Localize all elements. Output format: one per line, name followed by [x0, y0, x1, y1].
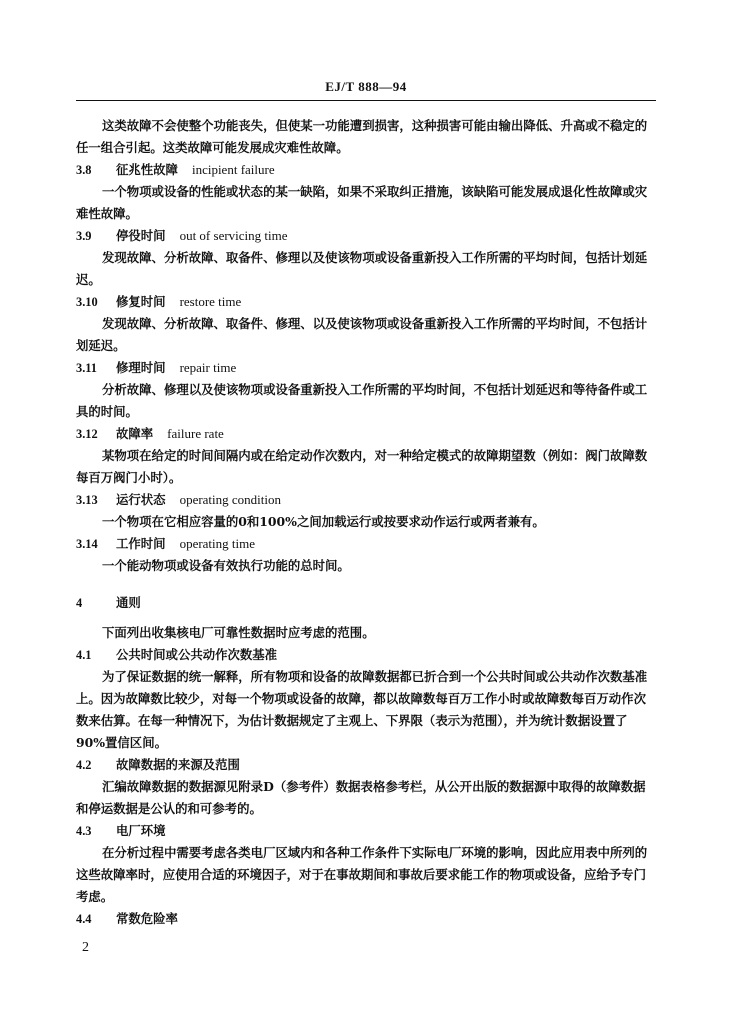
clause-number: 4.2: [76, 758, 92, 772]
clause-number: 3.12: [76, 427, 98, 441]
clause-term-en: failure rate: [167, 426, 224, 441]
page-number: 2: [82, 940, 89, 955]
clause-term: 停役时间: [116, 228, 166, 243]
clause-term: 征兆性故障: [116, 162, 178, 177]
paragraph: 在分析过程中需要考虑各类电厂区域内和各种工作条件下实际电厂环境的影响，因此应用表中所列的这些故障率时，应使用合适的环境因子，对于在事故期间和事故后要求能工作的物项或设备，应给予专门考虑。: [76, 845, 648, 904]
clause-term-en: operating time: [179, 536, 256, 551]
clause-number: 4.4: [76, 912, 92, 926]
paragraph: 某物项在给定的时间间隔内或在给定动作次数内，对一种给定模式的故障期望数（例如：阀门故障数每百万阀门小时）。: [76, 448, 648, 485]
clause-number: 3.11: [76, 361, 97, 375]
clause-heading: [76, 489, 281, 511]
clause-term-en: incipient failure: [191, 162, 275, 177]
clause-number: 3.9: [76, 229, 92, 243]
section-heading: [76, 592, 155, 614]
paragraph: 为了保证数据的统一解释，所有物项和设备的故障数据都已折合到一个公共时间或公共动作次数基准上。因为故障数比较少，对每一个物项或设备的故障，都以故障数每百万工作小时或故障数每百万动作次数来估算。在每一种情况下，为估计数据规定了主观上、下界限（表示为范围），并为统计数据设置了90%置信区间。: [76, 669, 648, 750]
paragraph: 发现故障、分析故障、取备件、修理以及使该物项或设备重新投入工作所需的平均时间，包括计划延迟。: [76, 250, 648, 287]
paragraph: 一个能动物项或设备有效执行功能的总时间。: [102, 558, 350, 573]
clause-heading: [76, 159, 275, 181]
clause-term-en: operating condition: [179, 492, 282, 507]
clause-number: 3.8: [76, 163, 92, 177]
clause-term-en: repair time: [179, 360, 237, 375]
clause-number: 3.10: [76, 295, 98, 309]
paragraph: 分析故障、修理以及使该物项或设备重新投入工作所需的平均时间，不包括计划延迟和等待备件或工具的时间。: [76, 382, 648, 419]
clause-heading: [76, 291, 241, 313]
clause-term: 公共时间或公共动作次数基准: [116, 647, 278, 662]
clause-number: 3.14: [76, 537, 98, 551]
paragraph: 一个物项或设备的性能或状态的某一缺陷，如果不采取纠正措施，该缺陷可能发展成退化性故障或灾难性故障。: [76, 184, 648, 221]
clause-term: 故障数据的来源及范围: [116, 757, 240, 772]
clause-number: 4.3: [76, 824, 92, 838]
clause-heading: [76, 225, 288, 247]
clause-number: 4.1: [76, 648, 92, 662]
paragraph: 这类故障不会使整个功能丧失，但使某一功能遭到损害，这种损害可能由输出降低、升高或不稳定的任一组合引起。这类故障可能发展成灾难性故障。: [76, 118, 648, 155]
paragraph: 汇编故障数据的数据源见附录D（参考件）数据表格参考栏，从公开出版的数据源中取得的故障数据和停运数据是公认的和可参考的。: [76, 779, 646, 816]
clause-heading: [76, 820, 180, 842]
section-title: 通则: [116, 595, 141, 610]
header-rule: [76, 100, 656, 101]
clause-term: 故障率: [116, 426, 154, 441]
paragraph: 一个物项在它相应容量的0和100%之间加载运行或按要求动作运行或两者兼有。: [102, 514, 545, 529]
clause-heading: [76, 533, 255, 555]
clause-number: 3.13: [76, 493, 98, 507]
clause-term: 修复时间: [116, 294, 166, 309]
clause-term-en: restore time: [179, 294, 242, 309]
clause-heading: [76, 754, 254, 776]
clause-term: 电厂环境: [116, 823, 166, 838]
clause-term: 工作时间: [116, 536, 166, 551]
clause-term: 常数危险率: [116, 911, 178, 926]
clause-heading: [76, 908, 192, 930]
clause-term-en: out of servicing time: [179, 228, 288, 243]
clause-term: 运行状态: [116, 492, 166, 507]
section-number: 4: [76, 596, 83, 610]
paragraph: 下面列出收集核电厂可靠性数据时应考虑的范围。: [102, 625, 375, 640]
clause-heading: [76, 357, 236, 379]
page-header: EJ/T 888—94: [325, 79, 407, 94]
paragraph: 发现故障、分析故障、取备件、修理、以及使该物项或设备重新投入工作所需的平均时间，不包括计划延迟。: [76, 316, 648, 353]
clause-term: 修理时间: [116, 360, 166, 375]
clause-heading: [76, 423, 224, 445]
clause-heading: [76, 644, 291, 666]
